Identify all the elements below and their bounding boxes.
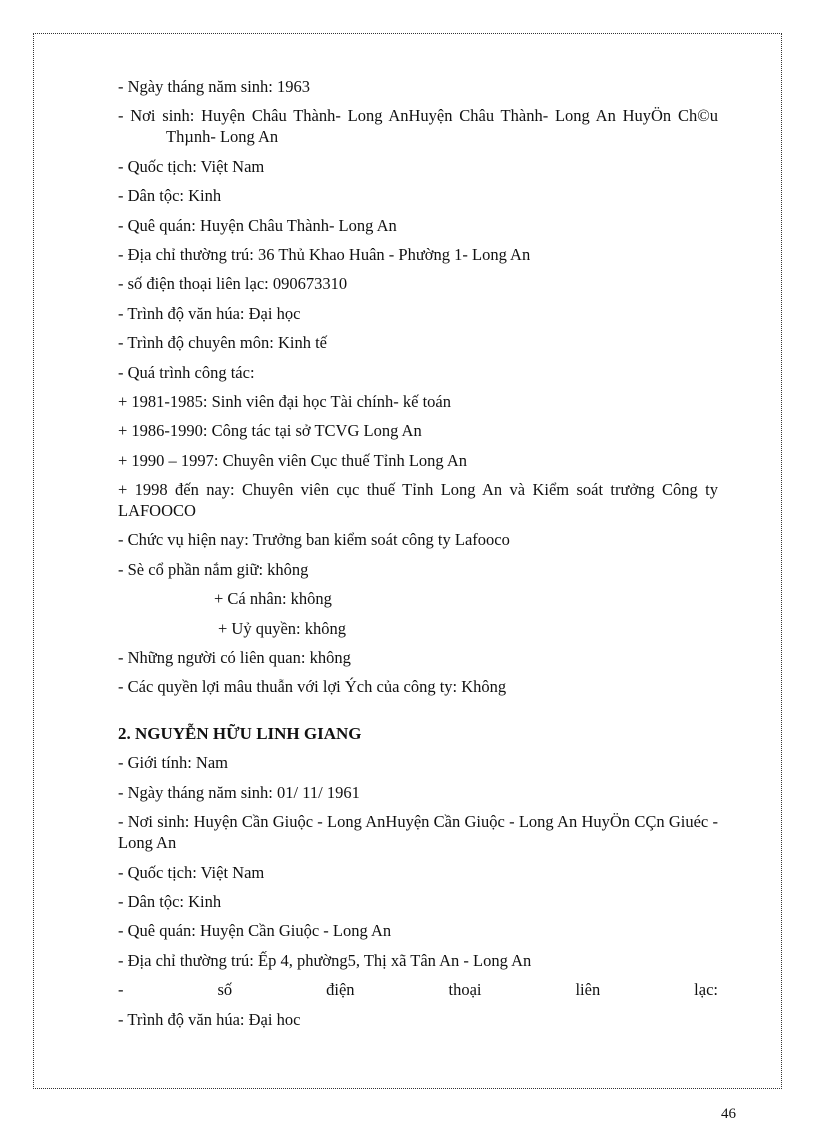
work-history-item: + 1981-1985: Sinh viên đại học Tài chính- kế toán xyxy=(118,391,451,411)
page-number: 46 xyxy=(721,1106,736,1122)
document-body xyxy=(118,76,718,1038)
ethnicity-line: - Dân tộc: Kinh xyxy=(118,186,222,206)
education-line: - Trình độ văn húa: Đại hoc xyxy=(118,1009,301,1029)
qualification-line: - Trình độ chuyên môn: Kinh tế xyxy=(118,333,327,353)
address-line: - Địa chỉ thường trú: 36 Thủ Khao Huân - Phường 1- Long An xyxy=(118,244,531,264)
birthplace-line: - Nơi sinh: Huyện Châu Thành- Long AnHuyện Châu Thành- Long An HuyÖn Ch©u Thµnh- Long An xyxy=(118,106,718,147)
birth-date-line: - Ngày tháng năm sinh: 01/ 11/ 1961 xyxy=(118,782,360,802)
education-line: - Trình độ văn húa: Đại học xyxy=(118,303,301,323)
related-persons-line: - Những người có liên quan: không xyxy=(118,648,351,668)
gender-line: - Giới tính: Nam xyxy=(118,753,229,773)
nationality-line: - Quốc tịch: Việt Nam xyxy=(118,862,265,882)
hometown-line: - Quê quán: Huyện Châu Thành- Long An xyxy=(118,215,397,235)
hometown-line: - Quê quán: Huyện Cần Giuộc - Long An xyxy=(118,921,392,941)
work-history-label: - Quá trình công tác: xyxy=(118,362,255,382)
shares-personal-line: + Cá nhân: không xyxy=(214,589,332,609)
ethnicity-line: - Dân tộc: Kinh xyxy=(118,891,222,911)
shares-proxy-line: + Uỷ quyền: không xyxy=(218,618,347,638)
nationality-line: - Quốc tịch: Việt Nam xyxy=(118,156,265,176)
work-history-item: + 1998 đến nay: Chuyên viên cục thuế Tỉnh Long An và Kiểm soát trưởng Công ty LAFOOCO xyxy=(118,480,718,521)
work-history-item: + 1990 – 1997: Chuyên viên Cục thuế Tỉnh Long An xyxy=(118,450,468,470)
work-history-item: + 1986-1990: Công tác tại sở TCVG Long An xyxy=(118,421,422,441)
phone-line: - số điện thoại liên lạc: 090673310 xyxy=(118,274,348,294)
current-position-line: - Chức vụ hiện nay: Trưởng ban kiểm soát công ty Lafooco xyxy=(118,530,510,550)
address-line: - Địa chỉ thường trú: Ếp 4, phường5, Thị xã Tân An - Long An xyxy=(118,950,532,970)
conflict-of-interest-line: - Các quyền lợi mâu thuẫn với lợi Ých của công ty: Không xyxy=(118,677,507,697)
birthplace-line: - Nơi sinh: Huyện Cần Giuộc - Long AnHuyện Cần Giuộc - Long An HuyÖn CÇn Giuéc - Long An xyxy=(118,812,718,853)
shares-line: - Sè cổ phần nắm giữ: không xyxy=(118,559,309,579)
phone-line: - số điện thoại liên lạc: xyxy=(118,980,718,1000)
birth-date-line: - Ngày tháng năm sinh: 1963 xyxy=(118,77,311,96)
person-heading: 2. NGUYỄN HỮU LINH GIANG xyxy=(118,724,362,744)
